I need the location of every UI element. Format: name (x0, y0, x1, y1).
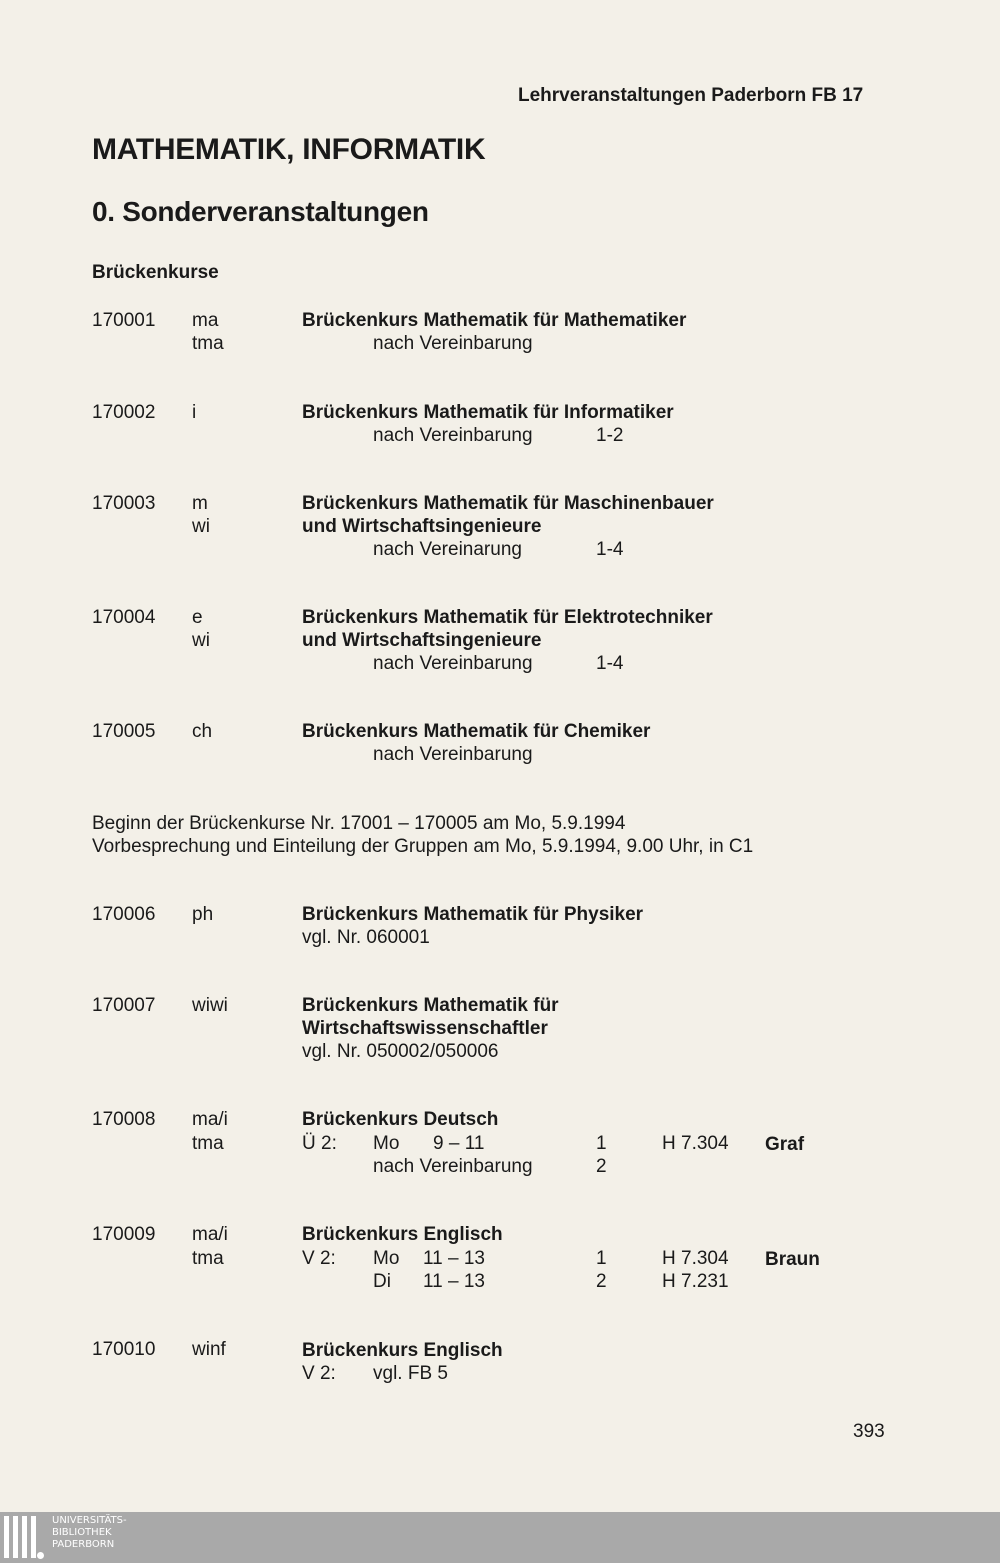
course-code: wi (192, 630, 210, 651)
note-line: Beginn der Brückenkurse Nr. 17001 – 170005 am Mo, 5.9.1994 (92, 813, 626, 834)
course-group: 1 (596, 1133, 607, 1154)
course-time: nach Vereinbarung (373, 425, 533, 446)
course-number: 170002 (92, 402, 156, 423)
course-title: Brückenkurs Mathematik für Elektrotechniker (302, 607, 713, 628)
course-group: 2 (596, 1156, 607, 1177)
course-room: H 7.304 (662, 1133, 729, 1154)
course-code: tma (192, 333, 224, 354)
course-title: und Wirtschaftsingenieure (302, 630, 542, 651)
running-header: Lehrveranstaltungen Paderborn FB 17 (518, 85, 864, 106)
course-time: nach Vereinbarung (373, 333, 533, 354)
course-title: Brückenkurs Mathematik für Chemiker (302, 721, 651, 742)
course-number: 170010 (92, 1339, 156, 1360)
course-day: Di (373, 1271, 391, 1292)
course-type: V 2: (302, 1363, 336, 1384)
course-number: 170001 (92, 310, 156, 331)
course-time: 11 – 13 (423, 1271, 485, 1292)
footer-bar (0, 1512, 1000, 1563)
page-title: MATHEMATIK, INFORMATIK (92, 133, 486, 166)
course-code: ma/i (192, 1224, 228, 1245)
course-title: Brückenkurs Mathematik für (302, 995, 559, 1016)
library-logo-icon (4, 1516, 40, 1558)
course-title: Brückenkurs Mathematik für Informatiker (302, 402, 674, 423)
course-group: 1-4 (596, 539, 624, 560)
course-room: H 7.304 (662, 1248, 729, 1269)
course-day: Mo (373, 1248, 400, 1269)
course-code: wi (192, 516, 210, 537)
course-title: Brückenkurs Mathematik für Maschinenbauer (302, 493, 714, 514)
logo-line: UNIVERSITÄTS- (52, 1515, 127, 1526)
course-lecturer: Braun (765, 1249, 820, 1270)
course-code: ma/i (192, 1109, 228, 1130)
course-code: e (192, 607, 203, 628)
note-line: Vorbesprechung und Einteilung der Gruppen am Mo, 5.9.1994, 9.00 Uhr, in C1 (92, 836, 754, 857)
course-number: 170005 (92, 721, 156, 742)
course-time: nach Vereinbarung (373, 744, 533, 765)
course-group: 1 (596, 1248, 607, 1269)
course-type: Ü 2: (302, 1133, 337, 1154)
course-reference: vgl. Nr. 060001 (302, 927, 430, 948)
course-code: tma (192, 1133, 224, 1154)
course-time: nach Vereinbarung (373, 653, 533, 674)
course-type: V 2: (302, 1248, 336, 1269)
course-time: nach Vereinarung (373, 539, 522, 560)
course-title: Brückenkurs Englisch (302, 1340, 503, 1361)
course-code: tma (192, 1248, 224, 1269)
library-logo-text (52, 1515, 127, 1551)
course-day: Mo (373, 1133, 400, 1154)
course-title: Brückenkurs Englisch (302, 1224, 503, 1245)
course-number: 170006 (92, 904, 156, 925)
course-lecturer: Graf (765, 1134, 805, 1155)
course-time: nach Vereinbarung (373, 1156, 533, 1177)
course-group: 2 (596, 1271, 607, 1292)
course-title: Brückenkurs Mathematik für Mathematiker (302, 310, 687, 331)
course-title: und Wirtschaftsingenieure (302, 516, 542, 537)
course-time: 11 – 13 (423, 1248, 485, 1269)
course-number: 170007 (92, 995, 156, 1016)
subsection-title: Brückenkurse (92, 262, 219, 283)
course-title: Wirtschaftswissenschaftler (302, 1018, 548, 1039)
course-number: 170008 (92, 1109, 156, 1130)
course-code: ph (192, 904, 214, 925)
logo-line: BIBLIOTHEK (52, 1527, 112, 1538)
course-number: 170004 (92, 607, 156, 628)
section-title: 0. Sonderveranstaltungen (92, 196, 429, 227)
course-group: 1-2 (596, 425, 624, 446)
page-number: 393 (853, 1421, 885, 1442)
logo-line: PADERBORN (52, 1539, 115, 1550)
course-reference: vgl. Nr. 050002/050006 (302, 1041, 499, 1062)
course-code: ma (192, 310, 219, 331)
course-title: Brückenkurs Deutsch (302, 1109, 499, 1130)
course-code: i (192, 402, 197, 423)
course-code: wiwi (192, 995, 228, 1016)
course-room: H 7.231 (662, 1271, 729, 1292)
course-number: 170003 (92, 493, 156, 514)
course-number: 170009 (92, 1224, 156, 1245)
course-reference: vgl. FB 5 (373, 1363, 448, 1384)
course-time: 9 – 11 (433, 1133, 485, 1154)
course-code: m (192, 493, 208, 514)
course-title: Brückenkurs Mathematik für Physiker (302, 904, 644, 925)
course-group: 1-4 (596, 653, 624, 674)
course-code: winf (192, 1339, 226, 1360)
course-code: ch (192, 721, 213, 742)
logo-dot (37, 1552, 44, 1559)
